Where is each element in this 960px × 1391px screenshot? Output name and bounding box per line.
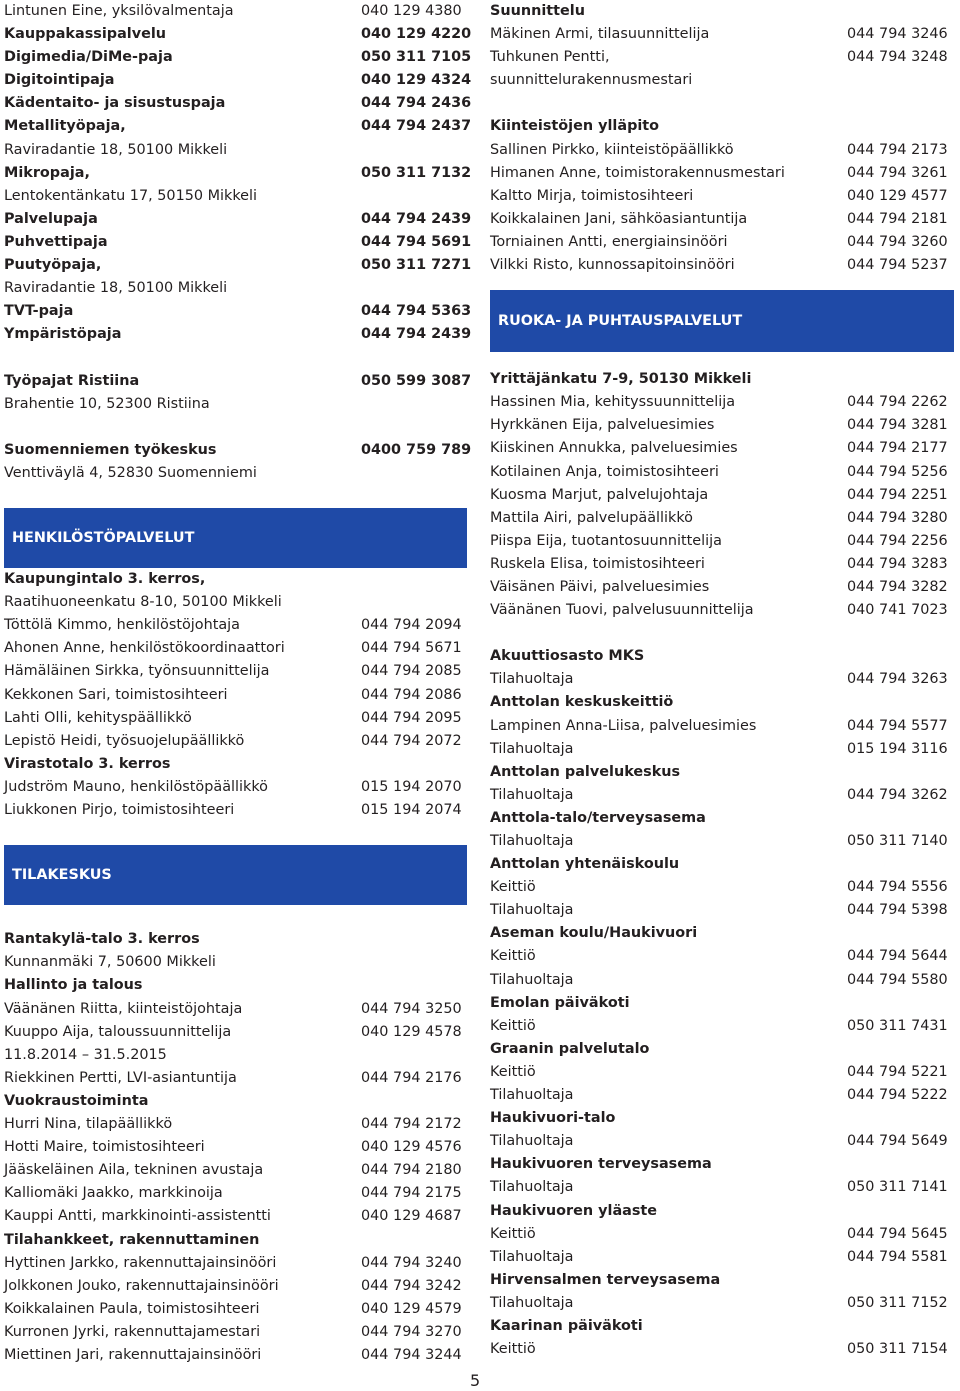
section-banner-henkil-st-palvelut: HENKILÖSTÖPALVELUT	[4, 508, 467, 568]
contact-row	[4, 730, 467, 753]
contact-row	[4, 0, 467, 23]
spacer	[4, 485, 467, 508]
contact-name: Jääskeläinen Aila, tekninen avustaja	[4, 1162, 264, 1179]
phone-number: 044 794 2094	[361, 617, 462, 634]
phone-number: 044 794 2437	[361, 118, 472, 135]
contact-row	[490, 945, 954, 968]
phone-number: 044 794 5256	[847, 463, 948, 480]
section-heading-row	[490, 992, 954, 1015]
section-heading-row	[4, 974, 467, 997]
contact-row	[4, 1113, 467, 1136]
contact-row	[4, 637, 467, 660]
phone-number: 044 794 5580	[847, 971, 948, 988]
contact-name: Lampinen Anna-Liisa, palveluesimies	[490, 717, 757, 734]
section-heading: Kauppakassipalvelu	[4, 26, 167, 43]
section-heading-row	[490, 368, 954, 391]
contact-row	[490, 668, 954, 691]
section-heading: Anttolan yhtenäiskoulu	[490, 856, 680, 873]
phone-number: 044 794 5649	[847, 1133, 948, 1150]
contact-name: Liukkonen Pirjo, toimistosihteeri	[4, 802, 235, 818]
section-heading: Haukivuoren terveysasema	[490, 1156, 712, 1173]
contact-row	[4, 277, 467, 300]
phone-number: 040 129 4380	[361, 3, 462, 19]
contact-name: Kiiskinen Annukka, palveluesimies	[490, 440, 738, 457]
phone-number: 044 794 5691	[361, 233, 472, 250]
phone-number: 050 311 7140	[847, 833, 948, 849]
section-heading: Graanin palvelutalo	[490, 1040, 650, 1057]
phone-number: 044 794 3280	[847, 509, 948, 526]
contact-row	[4, 591, 467, 614]
section-heading: Digitointipaja	[4, 72, 115, 89]
contact-name: Tilahuoltaja	[490, 1087, 574, 1104]
contact-row	[4, 1182, 467, 1205]
section-heading: Kiinteistöjen ylläpito	[490, 118, 660, 135]
right-column	[490, 0, 954, 1361]
contact-name: suunnittelurakennusmestari	[490, 72, 693, 89]
contact-row	[490, 876, 954, 899]
phone-number: 050 311 7271	[361, 257, 472, 274]
section-heading-row	[4, 23, 472, 46]
contact-name: Torniainen Antti, energiainsinööri	[490, 233, 728, 250]
section-heading-row	[490, 1269, 954, 1292]
section-heading-row	[4, 115, 472, 138]
section-heading-row	[4, 162, 472, 185]
section-heading-row	[490, 1315, 954, 1338]
section-heading-row	[4, 370, 472, 393]
contact-row	[490, 715, 954, 738]
contact-name: Hämäläinen Sirkka, työnsuunnittelija	[4, 663, 270, 680]
phone-number: 044 794 5644	[847, 948, 948, 965]
contact-row	[4, 776, 467, 799]
contact-row	[4, 1159, 467, 1182]
spacer	[490, 352, 954, 368]
phone-number: 040 129 4579	[361, 1300, 462, 1317]
phone-number: 044 794 3260	[847, 233, 948, 250]
phone-number: 050 311 7152	[847, 1294, 948, 1311]
contact-row	[490, 576, 954, 599]
contact-name: Miettinen Jari, rakennuttajainsinööri	[4, 1346, 262, 1363]
phone-number: 044 794 2439	[361, 210, 472, 227]
phone-number: 044 794 5671	[361, 640, 462, 657]
contact-row	[490, 1292, 954, 1315]
phone-number: 044 794 5363	[361, 303, 472, 320]
phone-number: 040 129 4577	[847, 187, 948, 204]
section-heading-row	[490, 645, 954, 668]
phone-number: 0400 759 789	[361, 441, 472, 458]
contact-name: Töttölä Kimmo, henkilöstöjohtaja	[4, 617, 240, 634]
section-heading: Digimedia/DiMe-paja	[4, 49, 173, 66]
contact-name: Keittiö	[490, 879, 536, 896]
phone-number: 040 129 4220	[361, 26, 472, 43]
section-heading: Vuokraustoiminta	[4, 1092, 149, 1109]
contact-name: Lahti Olli, kehityspäällikkö	[4, 709, 192, 726]
contact-name: Keittiö	[490, 1017, 536, 1034]
contact-name: Väänänen Tuovi, palvelusuunnittelija	[490, 602, 754, 619]
page-number: 5	[470, 1371, 481, 1390]
section-heading: Kädentaito- ja sisustuspaja	[4, 95, 226, 112]
contact-name: Hyttinen Jarkko, rakennuttajainsinööri	[4, 1254, 277, 1271]
contact-row	[4, 185, 467, 208]
section-heading: Kaarinan päiväkoti	[490, 1317, 643, 1334]
phone-number: 044 794 5221	[847, 1063, 948, 1080]
section-heading-row	[490, 1107, 954, 1130]
contact-name: Lepistö Heidi, työsuojelupäällikkö	[4, 732, 245, 749]
section-heading: Suunnittelu	[490, 3, 585, 19]
section-heading-row	[490, 1200, 954, 1223]
section-heading: Virastotalo 3. kerros	[4, 755, 171, 772]
contact-name: Tilahuoltaja	[490, 671, 574, 688]
phone-number: 044 794 2439	[361, 326, 472, 343]
phone-number: 044 794 2175	[361, 1185, 462, 1202]
section-heading: TVT-paja	[4, 303, 74, 320]
contact-row	[490, 1015, 954, 1038]
section-heading: Suomenniemen työkeskus	[4, 441, 217, 458]
section-heading: Palvelupaja	[4, 210, 98, 227]
contact-row	[4, 1044, 467, 1067]
contact-row	[4, 614, 467, 637]
section-heading: Haukivuoren yläaste	[490, 1202, 658, 1219]
section-heading-row	[4, 439, 472, 462]
phone-number: 044 794 2262	[847, 394, 948, 411]
contact-name: Kauppi Antti, markkinointi-assistentti	[4, 1208, 271, 1225]
contact-row	[490, 530, 954, 553]
section-heading: Anttolan keskuskeittiö	[490, 694, 674, 711]
contact-row	[490, 830, 954, 853]
section-heading-row	[4, 46, 472, 69]
contact-row	[4, 1021, 467, 1044]
phone-number: 044 794 2177	[847, 440, 948, 457]
contact-row	[4, 462, 467, 485]
section-heading-row	[490, 1153, 954, 1176]
phone-number: 044 794 5222	[847, 1087, 948, 1104]
contact-row	[4, 1252, 467, 1275]
section-heading-row	[490, 115, 954, 138]
phone-number: 044 794 2256	[847, 532, 948, 549]
contact-row	[490, 162, 954, 185]
section-heading-row	[490, 853, 954, 876]
contact-row	[490, 1338, 954, 1361]
contact-row	[490, 185, 954, 208]
contact-name: Hurri Nina, tilapäällikkö	[4, 1116, 173, 1133]
contact-row	[490, 391, 954, 414]
phone-number: 044 794 3240	[361, 1254, 462, 1271]
contact-name: Mäkinen Armi, tilasuunnittelija	[490, 26, 710, 43]
phone-number: 044 794 3262	[847, 786, 948, 803]
contact-name: Keittiö	[490, 1341, 536, 1358]
section-heading: Puutyöpaja,	[4, 257, 102, 274]
section-heading-row	[4, 300, 472, 323]
phone-number: 044 794 2173	[847, 141, 948, 158]
section-heading: Aseman koulu/Haukivuori	[490, 925, 698, 942]
contact-row	[490, 1223, 954, 1246]
section-heading-row	[490, 691, 954, 714]
section-heading-row	[4, 231, 472, 254]
section-heading: Mikropaja,	[4, 164, 90, 181]
section-heading: Puhvettipaja	[4, 233, 108, 250]
contact-row	[490, 1176, 954, 1199]
contact-row	[4, 799, 467, 822]
contact-name: Keittiö	[490, 948, 536, 965]
contact-name: Keittiö	[490, 1063, 536, 1080]
contact-row	[4, 1136, 467, 1159]
contact-row	[490, 784, 954, 807]
phone-number: 044 794 2095	[361, 709, 462, 726]
contact-row	[4, 1344, 467, 1367]
section-heading-row	[4, 92, 472, 115]
contact-name: Kurronen Jyrki, rakennuttajamestari	[4, 1323, 261, 1340]
contact-row	[490, 1130, 954, 1153]
spacer	[490, 92, 954, 115]
section-heading-row	[490, 1038, 954, 1061]
phone-number: 044 794 3270	[361, 1323, 462, 1340]
contact-name: Tilahuoltaja	[490, 740, 574, 757]
contact-row	[490, 738, 954, 761]
phone-number: 044 794 2180	[361, 1162, 462, 1179]
phone-number: 050 311 7132	[361, 164, 472, 181]
phone-number: 044 794 3282	[847, 578, 948, 595]
phone-number: 044 794 2172	[361, 1116, 462, 1133]
section-heading: Tilahankkeet, rakennuttaminen	[4, 1231, 260, 1248]
contact-name: Koikkalainen Jani, sähköasiantuntija	[490, 210, 748, 227]
contact-name: Tilahuoltaja	[490, 1133, 574, 1150]
contact-row	[490, 599, 954, 622]
section-heading: Hirvensalmen terveysasema	[490, 1271, 721, 1288]
contact-name: Hassinen Mia, kehityssuunnittelija	[490, 394, 736, 411]
contact-name: Ahonen Anne, henkilöstökoordinaattori	[4, 640, 285, 657]
contact-name: Ruskela Elisa, toimistosihteeri	[490, 555, 705, 572]
section-heading: Emolan päiväkoti	[490, 994, 630, 1011]
contact-row	[490, 461, 954, 484]
phone-number: 044 794 5577	[847, 717, 948, 734]
contact-name: Kotilainen Anja, toimistosihteeri	[490, 463, 719, 480]
contact-name: Kekkonen Sari, toimistosihteeri	[4, 686, 228, 703]
phone-number: 040 129 4687	[361, 1208, 462, 1225]
contact-name: Tuhkunen Pentti,	[490, 49, 610, 66]
contact-row	[490, 23, 954, 46]
phone-number: 044 794 5556	[847, 879, 948, 896]
contact-name: Lintunen Eine, yksilövalmentaja	[4, 3, 234, 19]
phone-number: 044 794 2181	[847, 210, 948, 227]
phone-number: 015 194 2074	[361, 802, 462, 818]
contact-name: Piispa Eija, tuotantosuunnittelija	[490, 532, 722, 549]
section-heading-row	[4, 69, 472, 92]
contact-name: Tilahuoltaja	[490, 902, 574, 919]
phone-number: 044 794 3242	[361, 1277, 462, 1294]
contact-row	[490, 507, 954, 530]
section-heading: Hallinto ja talous	[4, 977, 143, 994]
contact-row	[4, 139, 467, 162]
contact-row	[490, 139, 954, 162]
contact-name: Mattila Airi, palvelupäällikkö	[490, 509, 693, 526]
contact-name: Tilahuoltaja	[490, 1248, 574, 1265]
spacer	[4, 905, 467, 928]
contact-name: Jolkkonen Jouko, rakennuttajainsinööri	[4, 1277, 279, 1294]
phone-number: 040 741 7023	[847, 602, 948, 619]
contact-row	[4, 707, 467, 730]
contact-row	[490, 69, 954, 92]
section-heading-row	[4, 208, 472, 231]
contact-row	[4, 1321, 467, 1344]
contact-name: Kalliomäki Jaakko, markkinoija	[4, 1185, 223, 1202]
contact-row	[4, 1067, 467, 1090]
section-heading-row	[4, 323, 472, 346]
phone-number: 044 794 2072	[361, 732, 462, 749]
contact-name: Hotti Maire, toimistosihteeri	[4, 1139, 205, 1156]
contact-name: Raatihuoneenkatu 8-10, 50100 Mikkeli	[4, 594, 282, 611]
contact-name: Kunnanmäki 7, 50600 Mikkeli	[4, 954, 216, 971]
contact-name: Riekkinen Pertti, LVI-asiantuntija	[4, 1069, 237, 1086]
contact-name: Judström Mauno, henkilöstöpäällikkö	[4, 778, 268, 795]
phone-number: 040 129 4324	[361, 72, 472, 89]
contact-name: Tilahuoltaja	[490, 1294, 574, 1311]
section-heading-row	[4, 1229, 467, 1252]
section-heading: Anttolan palvelukeskus	[490, 763, 681, 780]
spacer	[4, 346, 467, 369]
phone-number: 044 794 5581	[847, 1248, 948, 1265]
section-heading-row	[490, 0, 954, 23]
contact-name: Tilahuoltaja	[490, 971, 574, 988]
contact-name: Brahentie 10, 52300 Ristiina	[4, 395, 210, 412]
section-heading: Haukivuori-talo	[490, 1110, 616, 1127]
phone-number: 040 129 4576	[361, 1139, 462, 1156]
contact-name: Kuosma Marjut, palvelujohtaja	[490, 486, 709, 503]
phone-number: 050 311 7154	[847, 1341, 948, 1358]
contact-name: Sallinen Pirkko, kiinteistöpäällikkö	[490, 141, 734, 158]
contact-name: Tilahuoltaja	[490, 786, 574, 803]
phone-number: 044 794 2436	[361, 95, 472, 112]
contact-name: Venttiväylä 4, 52830 Suomenniemi	[4, 464, 257, 481]
section-heading: Anttola-talo/terveysasema	[490, 809, 706, 826]
phone-number: 044 794 3263	[847, 671, 948, 688]
phone-number: 044 794 3261	[847, 164, 948, 181]
contact-row	[490, 969, 954, 992]
section-heading-row	[4, 753, 467, 776]
phone-number: 044 794 2176	[361, 1069, 462, 1086]
contact-row	[4, 393, 467, 416]
section-heading: Yrittäjänkatu 7-9, 50130 Mikkeli	[490, 371, 752, 388]
section-heading: Ympäristöpaja	[4, 326, 122, 343]
phone-number: 044 794 2086	[361, 686, 462, 703]
spacer	[4, 822, 467, 845]
phone-number: 044 794 2251	[847, 486, 948, 503]
phone-number: 015 194 3116	[847, 740, 948, 757]
section-banner-ruoka-ja-puhtauspalvelut: RUOKA- JA PUHTAUSPALVELUT	[490, 290, 954, 352]
section-banner-tilakeskus: TILAKESKUS	[4, 845, 467, 905]
contact-row	[490, 1084, 954, 1107]
contact-name: Keittiö	[490, 1225, 536, 1242]
contact-row	[490, 254, 954, 277]
contact-row	[4, 660, 467, 683]
contact-name: Himanen Anne, toimistorakennusmestari	[490, 164, 785, 181]
section-heading-row	[490, 761, 954, 784]
contact-row	[4, 1298, 467, 1321]
phone-number: 044 794 3246	[847, 26, 948, 43]
section-heading: Kaupungintalo 3. kerros,	[4, 571, 206, 588]
contact-name: Lentokentänkatu 17, 50150 Mikkeli	[4, 187, 258, 204]
phone-number: 044 794 5398	[847, 902, 948, 919]
contact-name: Tilahuoltaja	[490, 833, 574, 849]
phone-number: 044 794 3281	[847, 417, 948, 434]
contact-row	[4, 951, 467, 974]
section-heading-row	[4, 1090, 467, 1113]
contact-name: Kuuppo Aija, taloussuunnittelija	[4, 1023, 232, 1040]
phone-number: 044 794 2085	[361, 663, 462, 680]
section-heading: Työpajat Ristiina	[4, 372, 140, 389]
section-heading-row	[4, 568, 467, 591]
contact-name: Raviradantie 18, 50100 Mikkeli	[4, 280, 228, 297]
phone-number: 044 794 3248	[847, 49, 948, 66]
spacer	[4, 416, 467, 439]
phone-number: 015 194 2070	[361, 778, 462, 795]
contact-name: Kaltto Mirja, toimistosihteeri	[490, 187, 694, 204]
contact-name: Koikkalainen Paula, toimistosihteeri	[4, 1300, 260, 1317]
contact-row	[490, 1246, 954, 1269]
contact-row	[490, 46, 954, 69]
phone-number: 040 129 4578	[361, 1023, 462, 1040]
phone-number: 044 794 3283	[847, 555, 948, 572]
phone-number: 044 794 3244	[361, 1346, 462, 1363]
contact-name: Raviradantie 18, 50100 Mikkeli	[4, 141, 228, 158]
contact-row	[4, 1275, 467, 1298]
phone-number: 050 599 3087	[361, 372, 472, 389]
phone-number: 050 311 7431	[847, 1017, 948, 1034]
contact-row	[490, 1061, 954, 1084]
contact-name: Hyrkkänen Eija, palveluesimies	[490, 417, 715, 434]
contact-name: 11.8.2014 – 31.5.2015	[4, 1046, 167, 1063]
contact-name: Vilkki Risto, kunnossapitoinsinööri	[490, 257, 735, 274]
phone-number: 050 311 7141	[847, 1179, 948, 1196]
phone-number: 050 311 7105	[361, 49, 472, 66]
spacer	[490, 622, 954, 645]
contact-row	[4, 1205, 467, 1228]
phone-number: 044 794 5645	[847, 1225, 948, 1242]
contact-name: Väisänen Päivi, palveluesimies	[490, 578, 710, 595]
contact-row	[490, 414, 954, 437]
contact-row	[490, 899, 954, 922]
spacer	[490, 277, 954, 290]
phone-number: 044 794 3250	[361, 1000, 462, 1017]
contact-name: Tilahuoltaja	[490, 1179, 574, 1196]
section-heading-row	[4, 254, 472, 277]
section-heading-row	[490, 922, 954, 945]
phone-number: 044 794 5237	[847, 257, 948, 274]
contact-row	[490, 484, 954, 507]
contact-row	[490, 553, 954, 576]
contact-name: Väänänen Riitta, kiinteistöjohtaja	[4, 1000, 243, 1017]
contact-row	[490, 208, 954, 231]
section-heading: Rantakylä-talo 3. kerros	[4, 931, 200, 948]
contact-row	[490, 231, 954, 254]
section-heading: Metallityöpaja,	[4, 118, 126, 135]
contact-row	[4, 684, 467, 707]
section-heading-row	[4, 928, 467, 951]
contact-row	[4, 998, 467, 1021]
section-heading-row	[490, 807, 954, 830]
left-column	[4, 0, 472, 1367]
section-heading: Akuuttiosasto MKS	[490, 648, 645, 665]
contact-row	[490, 437, 954, 460]
